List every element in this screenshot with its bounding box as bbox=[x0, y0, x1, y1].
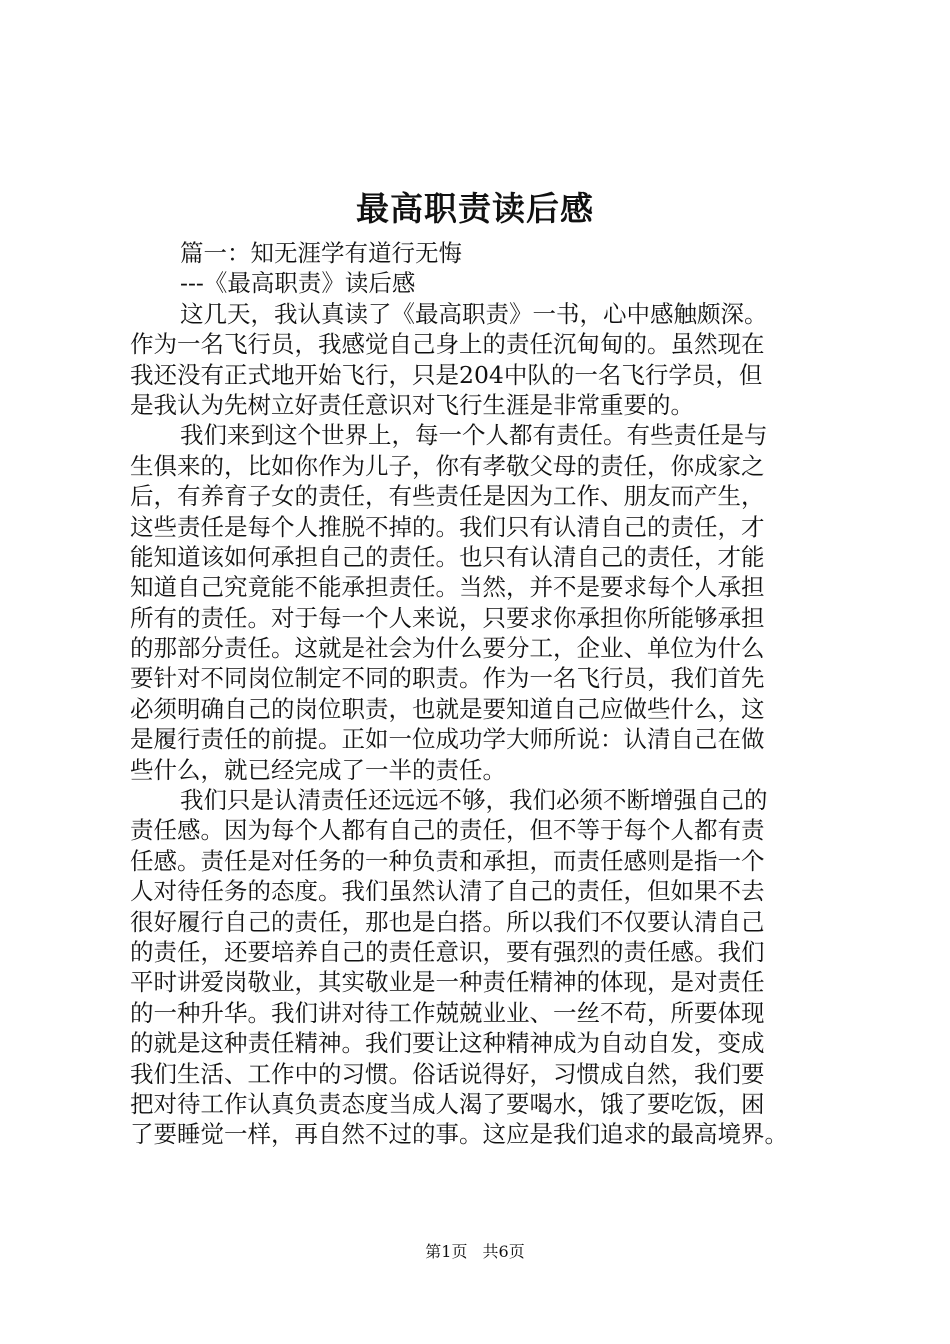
text-line: 责任感。因为每个人都有自己的责任，但不等于每个人都有责 bbox=[130, 816, 765, 845]
text-line: 是履行责任的前提。正如一位成功学大师所说：认清自己在做 bbox=[130, 725, 765, 754]
text-line: 些什么，就已经完成了一半的责任。 bbox=[130, 755, 506, 784]
text-line: 作为一名飞行员，我感觉自己身上的责任沉甸甸的。虽然现在 bbox=[130, 330, 765, 359]
text-line: 我还没有正式地开始飞行，只是204中队的一名飞行学员，但 bbox=[130, 360, 763, 389]
text-line: 把对待工作认真负责态度当成人渴了要喝水，饿了要吃饭，困 bbox=[130, 1089, 765, 1118]
text-line: 我们来到这个世界上，每一个人都有责任。有些责任是与 bbox=[180, 421, 768, 450]
text-line: 的一种升华。我们讲对待工作兢兢业业、一丝不苟，所要体现 bbox=[130, 998, 765, 1027]
text-line: 是我认为先树立好责任意识对飞行生涯是非常重要的。 bbox=[130, 390, 694, 419]
text-line: 我们生活、工作中的习惯。俗话说得好，习惯成自然，我们要 bbox=[130, 1059, 765, 1088]
page-footer bbox=[0, 1242, 950, 1262]
text-line: 要针对不同岗位制定不同的职责。作为一名飞行员，我们首先 bbox=[130, 664, 765, 693]
text-line: 任感。责任是对任务的一种负责和承担，而责任感则是指一个 bbox=[130, 846, 765, 875]
text-line: 后，有养育子女的责任，有些责任是因为工作、朋友而产生， bbox=[130, 482, 765, 511]
text-line: 必须明确自己的岗位职责，也就是要知道自己应做些什么，这 bbox=[130, 694, 765, 723]
text-line: 能知道该如何承担自己的责任。也只有认清自己的责任，才能 bbox=[130, 542, 765, 571]
text-line: ---《最高职责》读后感 bbox=[180, 269, 416, 298]
text-line: 我们只是认清责任还远远不够，我们必须不断增强自己的 bbox=[180, 786, 768, 815]
text-line: 的就是这种责任精神。我们要让这种精神成为自动自发，变成 bbox=[130, 1029, 765, 1058]
text-line: 的那部分责任。这就是社会为什么要分工，企业、单位为什么 bbox=[130, 634, 765, 663]
text-line: 平时讲爱岗敬业，其实敬业是一种责任精神的体现，是对责任 bbox=[130, 968, 765, 997]
text-line: 了要睡觉一样，再自然不过的事。这应是我们追求的最高境界。 bbox=[130, 1120, 788, 1149]
document-title: 最高职责读后感 bbox=[356, 189, 594, 228]
text-line: 很好履行自己的责任，那也是白搭。所以我们不仅要认清自己 bbox=[130, 907, 765, 936]
text-line: 人对待任务的态度。我们虽然认清了自己的责任，但如果不去 bbox=[130, 877, 765, 906]
text-line: 所有的责任。对于每一个人来说，只要求你承担你所能够承担 bbox=[130, 603, 765, 632]
text-line: 的责任，还要培养自己的责任意识，要有强烈的责任感。我们 bbox=[130, 937, 765, 966]
document-body bbox=[130, 238, 830, 1150]
text-line: 这几天，我认真读了《最高职责》一书，心中感触颇深。 bbox=[180, 299, 768, 328]
text-line: 生俱来的，比如你作为儿子，你有孝敬父母的责任，你成家之 bbox=[130, 451, 765, 480]
text-line: 知道自己究竟能不能承担责任。当然，并不是要求每个人承担 bbox=[130, 573, 765, 602]
text-line: 篇一：知无涯学有道行无悔 bbox=[180, 239, 462, 267]
page-total: 共6页 bbox=[482, 1242, 525, 1261]
page-number: 第1页 bbox=[425, 1242, 468, 1261]
text-line: 这些责任是每个人推脱不掉的。我们只有认清自己的责任，才 bbox=[130, 512, 765, 541]
